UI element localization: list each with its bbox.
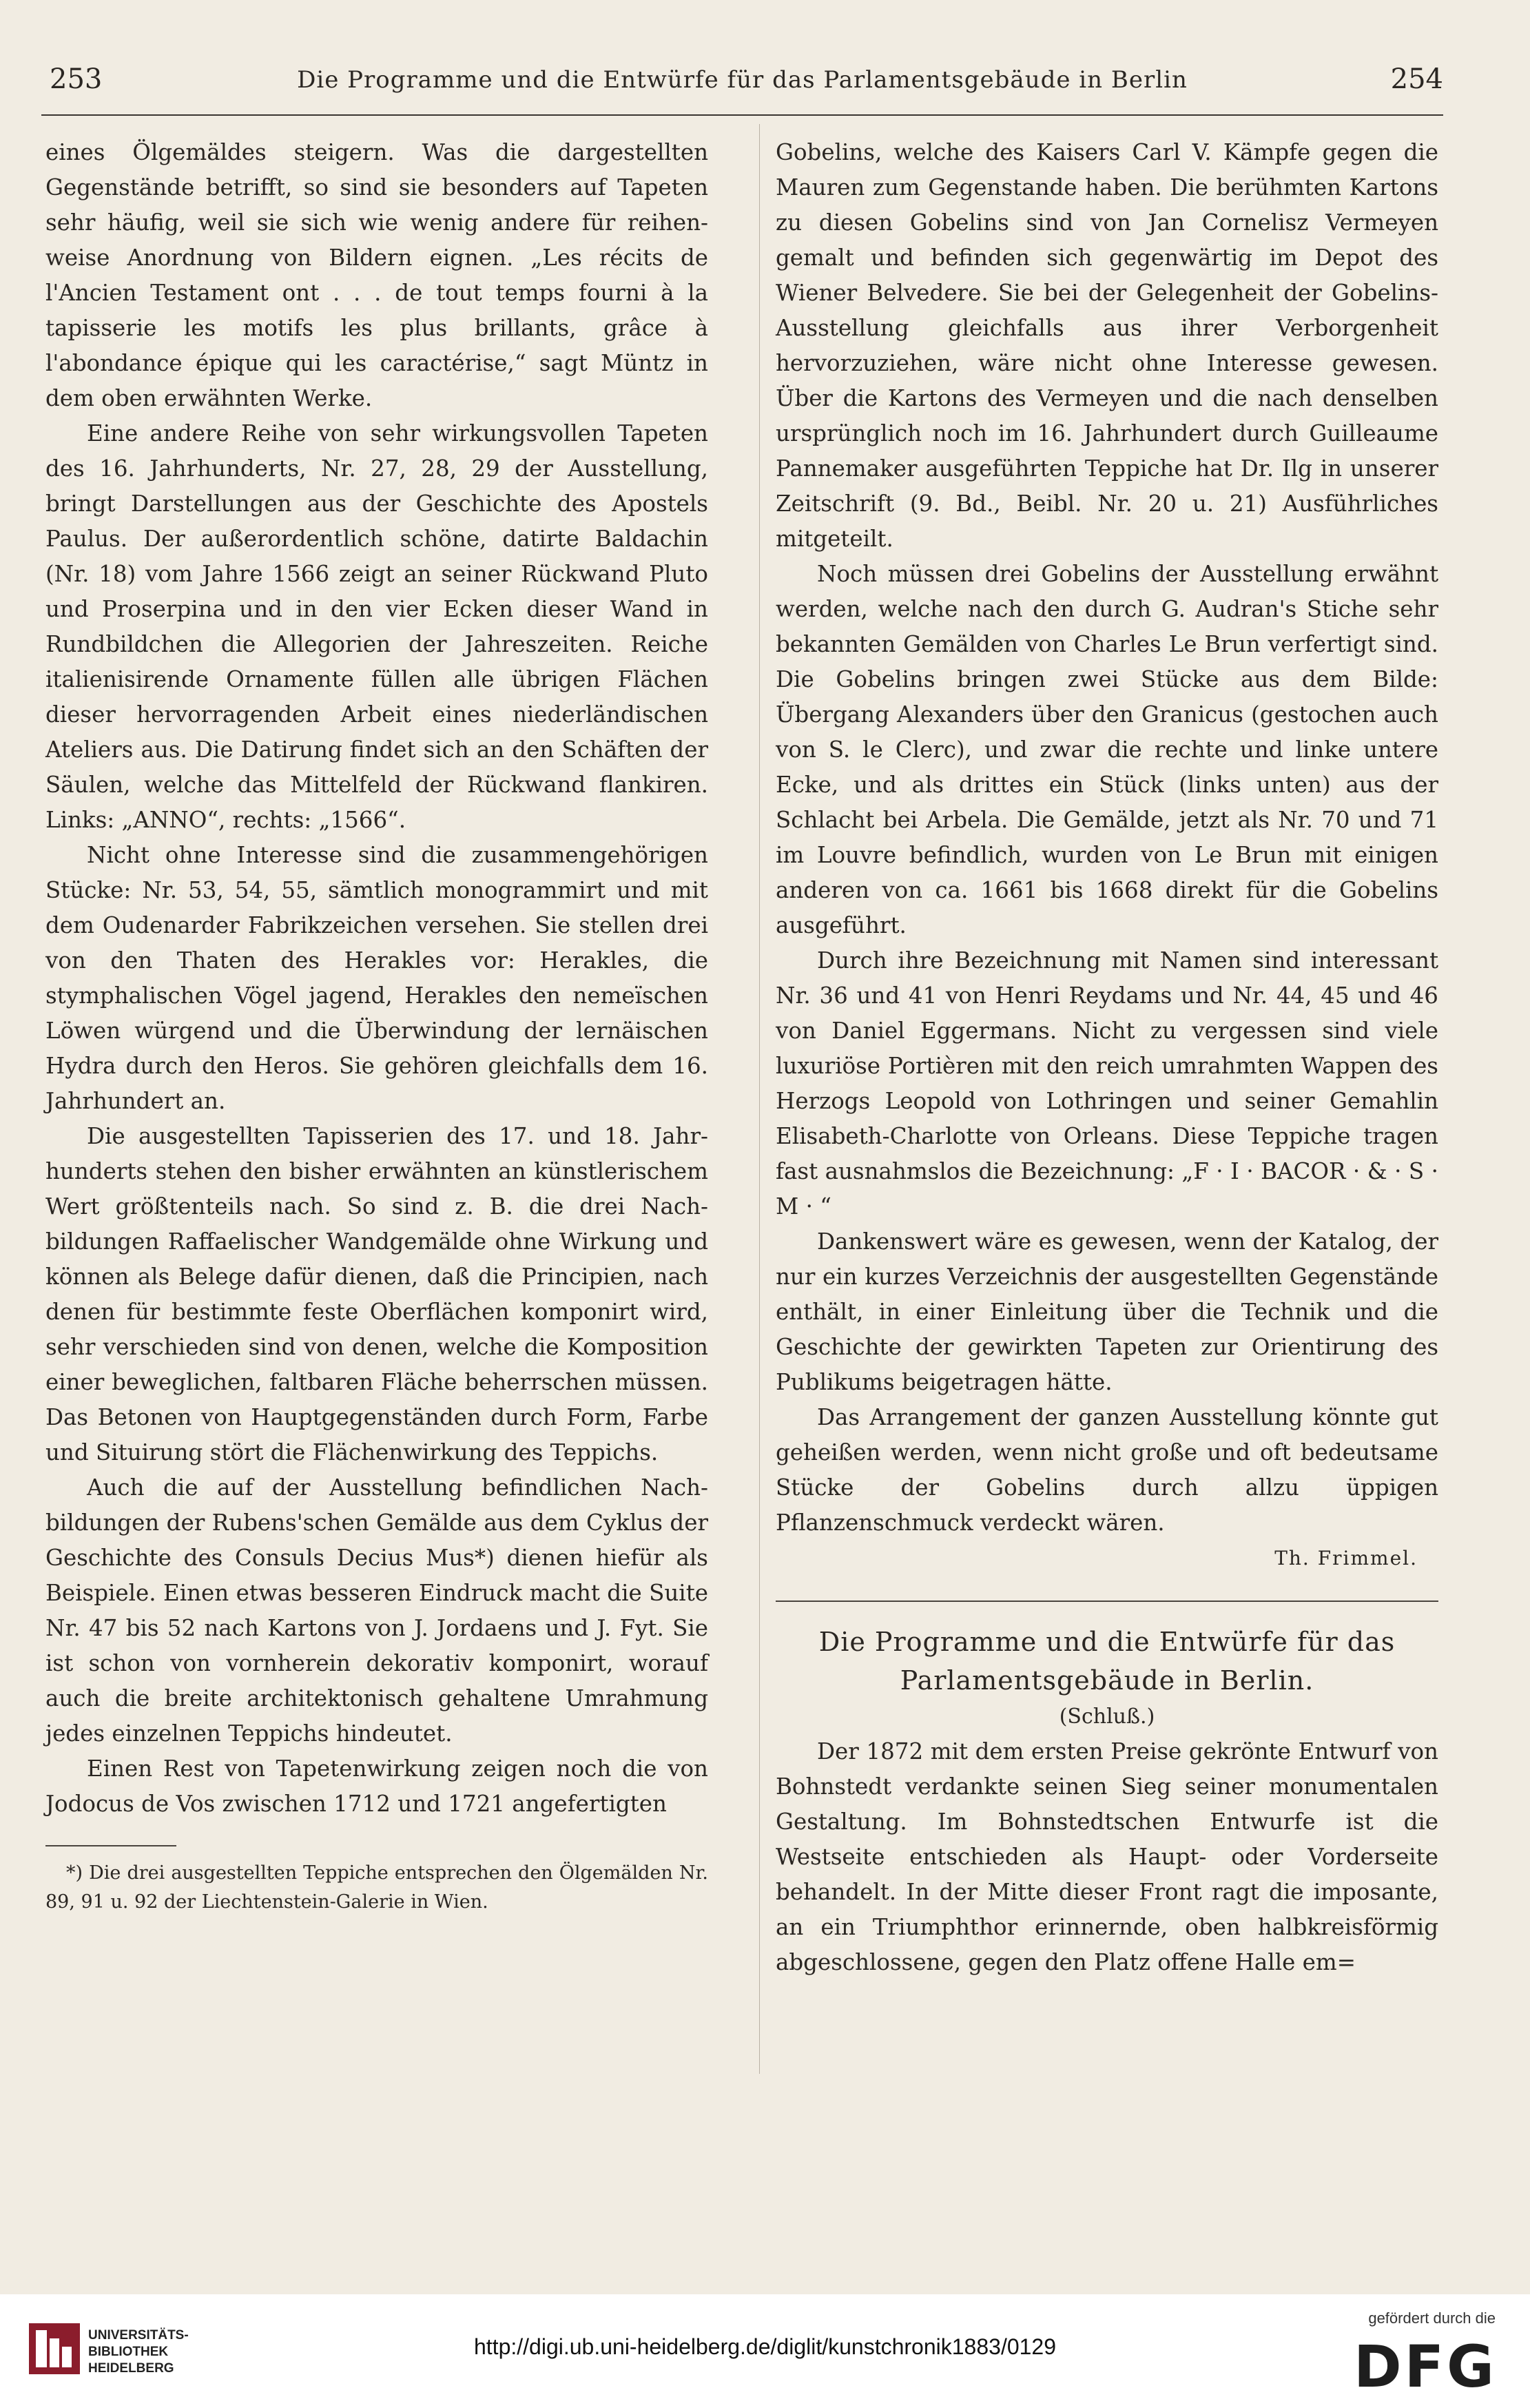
page-number-left: 253 (50, 63, 103, 95)
paragraph: Durch ihre Bezeichnung mit Namen sind interessant Nr. 36 und 41 von Henri Reydams und Nr. 44, 45 und 46 von Daniel Eggermans. Nicht zu vergessen sind viele luxuriöse Portièren mit den reich umrahmten Wappen des Herzogs Leopold von Lothringen und seiner Gemahlin Elisabeth-Charlotte von Orleans. Diese Teppiche tragen fast ausnahmslos die Bezeichnung: „F · I · BACOR · & · S · M · “ (776, 947, 1438, 1220)
paragraph: Gobelins, welche des Kaisers Carl V. Kämpfe gegen die Mauren zum Gegenstande haben. Die berühmten Kartons zu diesen Gobelins sind von Jan Cornelisz Vermeyen gemalt und befinden sich gegenwärtig im Depot des Wiener Belvedere. Sie bei der Gelegenheit der Gobelins-Ausstellung gleichfalls aus ihrer Verborgenheit hervorzuziehen, wäre nicht ohne Interesse gewesen. Über die Kartons des Vermeyen und die nach denselben ursprünglich noch im 16. Jahrhundert durch Guilleaume Pannemaker ausgeführten Teppiche hat Dr. Ilg in unserer Zeitschrift (9. Bd., Beibl. Nr. 20 u. 21) Ausführliches mitgeteilt. (776, 139, 1438, 552)
right-column (776, 135, 1438, 1980)
section-rule (776, 1601, 1438, 1602)
library-name-line: BIBLIOTHEK (88, 2345, 169, 2359)
author-signature: Th. Frimmel. (1274, 1547, 1418, 1570)
funded-by-label: gefördert durch die (1368, 2309, 1496, 2327)
left-column (45, 135, 708, 1917)
header-rule (41, 114, 1443, 116)
source-url-link[interactable]: http://digi.ub.uni-heidelberg.de/diglit/kunstchronik1883/0129 (473, 2334, 1057, 2359)
library-name-line: HEIDELBERG (88, 2361, 174, 2376)
section-subtitle: (Schluß.) (1059, 1705, 1155, 1729)
dfg-logo: DFG (1353, 2333, 1497, 2400)
running-head (41, 63, 1443, 105)
section-title-line-1: Die Programme und die Entwürfe für das (818, 1627, 1396, 1657)
section-title (776, 1623, 1438, 1700)
paragraph: Eine andere Reihe von sehr wirkungsvollen Tapeten des 16. Jahrhunderts, Nr. 27, 28, 29 der Ausstellung, bringt Darstellungen aus der Geschichte des Apostels Paulus. Der außerordentlich schöne, datirte Baldachin (Nr. 18) vom Jahre 1566 zeigt an seiner Rückwand Pluto und Proserpina und in den vier Ecken dieser Wand in Rundbildchen die Allegorien der Jahreszeiten. Reiche italienisirende Ornamente füllen alle übrigen Flächen dieser hervorragenden Arbeit eines niederländischen Ateliers aus. Die Datirung findet sich an den Schäften der Säulen, welche das Mittelfeld der Rückwand flankiren. Links: „ANNO“, rechts: „1566“. (45, 420, 708, 833)
paragraph: eines Ölgemäldes steigern. Was die dargestellten Gegenstände betrifft, so sind sie besonders auf Tapeten sehr häufig, weil sie sich wie wenig andere für reihenweise Anordnung von Bildern eignen. „Les récits de l'Ancien Testament ont . . . de tout temps fourni à la tapisserie les motifs les plus brillants, grâce à l'abondance épique qui les caractérise,“ sagt Müntz in dem oben erwähnten Werke. (45, 139, 708, 411)
running-title: Die Programme und die Entwürfe für das Parlamentsgebäude in Berlin (297, 66, 1188, 94)
viewer-footer (0, 2294, 1530, 2408)
paragraph: Die ausgestellten Tapisserien des 17. und 18. Jahrhunderts stehen den bisher erwähnten an künstlerischem Wert größtenteils nach. So sind z. B. die drei Nachbildungen Raffaelischer Wandgemälde ohne Wirkung und können als Belege dafür dienen, daß die Principien, nach denen für bestimmte feste Oberflächen komponirt wird, sehr verschieden sind von denen, welche die Komposition einer beweglichen, faltbaren Fläche beherrschen müssen. Das Betonen von Hauptgegenständen durch Form, Farbe und Situirung stört die Flächenwirkung des Teppichs. (45, 1123, 708, 1465)
page-number-right: 254 (1390, 63, 1443, 95)
column-divider (759, 124, 760, 2074)
paragraph: Das Arrangement der ganzen Ausstellung könnte gut geheißen werden, wenn nicht große und oft bedeutsame Stücke der Gobelins durch allzu üppigen Pflanzenschmuck verdeckt wären. (776, 1404, 1438, 1536)
section-title-line-2: Parlamentsgebäude in Berlin. (900, 1665, 1314, 1696)
footnote: *) Die drei ausgestellten Teppiche entsprechen den Ölgemälden Nr. 89, 91 u. 92 der Liechtenstein-Galerie in Wien. (45, 1862, 708, 1913)
paragraph: Noch müssen drei Gobelins der Ausstellung erwähnt werden, welche nach den durch G. Audran's Stiche sehr bekannten Gemälden von Charles Le Brun verfertigt sind. Die Gobelins bringen zwei Stücke aus dem Bilde: Übergang Alexanders über den Granicus (gestochen auch von S. le Clerc), und zwar die rechte und linke untere Ecke, und als drittes ein Stück (links unten) aus der Schlacht bei Arbela. Die Gemälde, jetzt als Nr. 70 und 71 im Louvre befindlich, wurden von Le Brun mit einigen anderen von ca. 1661 bis 1668 direkt für die Gobelins ausgeführt. (776, 561, 1438, 938)
paragraph: Dankenswert wäre es gewesen, wenn der Katalog, der nur ein kurzes Verzeichnis der ausgestellten Gegenstände enthält, in einer Einleitung über die Technik und die Geschichte der gewirkten Tapeten zur Orientirung des Publikums beigetragen hätte. (776, 1228, 1438, 1395)
library-name-line: UNIVERSITÄTS- (88, 2328, 189, 2343)
paragraph: Einen Rest von Tapetenwirkung zeigen noch die von Jodocus de Vos zwischen 1712 und 1721 angefertigten (45, 1756, 708, 1817)
footnote-rule (45, 1845, 176, 1846)
paragraph: Der 1872 mit dem ersten Preise gekrönte Entwurf von Bohnstedt verdankte seinen Sieg seiner monumentalen Gestaltung. Im Bohnstedtschen Entwurfe ist die Westseite entschieden als Haupt- oder Vorderseite behandelt. In der Mitte dieser Front ragt die imposante, an ein Triumphthor erinnernde, oben halbkreisförmig abgeschlossene, gegen den Platz offene Halle em= (776, 1738, 1438, 1975)
paragraph: Nicht ohne Interesse sind die zusammengehörigen Stücke: Nr. 53, 54, 55, sämtlich monogrammirt und mit dem Oudenarder Fabrikzeichen versehen. Sie stellen drei von den Thaten des Herakles vor: Herakles, die stymphalischen Vögel jagend, Herakles den nemeïschen Löwen würgend und die Überwindung der lernäischen Hydra durch den Heros. Sie gehören gleichfalls dem 16. Jahrhundert an. (45, 842, 708, 1114)
paragraph: Auch die auf der Ausstellung befindlichen Nachbildungen der Rubens'schen Gemälde aus dem Cyklus der Geschichte des Consuls Decius Mus*) dienen hiefür als Beispiele. Einen etwas besseren Eindruck macht die Suite Nr. 47 bis 52 nach Kartons von J. Jordaens und J. Fyt. Sie ist schon von vornherein dekorativ komponirt, worauf auch die breite architektonisch gehaltene Umrahmung jedes einzelnen Teppichs hindeutet. (45, 1474, 708, 1747)
